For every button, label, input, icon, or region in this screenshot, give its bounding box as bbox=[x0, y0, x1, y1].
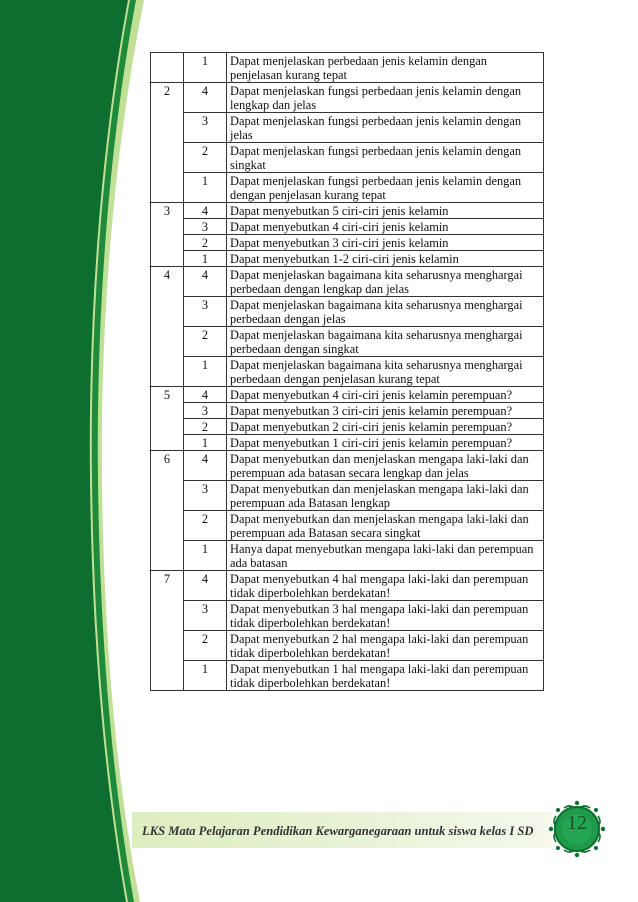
score-cell: 3 bbox=[184, 297, 227, 327]
page-number: 12 bbox=[567, 812, 587, 834]
criteria-cell: Dapat menyebutkan 1 hal mengapa laki-laki dan perempuan tidak diperbolehkan berdekatan! bbox=[227, 661, 544, 691]
table-row bbox=[151, 143, 544, 173]
criteria-cell: Dapat menjelaskan bagaimana kita seharusnya menghargai perbedaan dengan singkat bbox=[227, 327, 544, 357]
score-cell: 4 bbox=[184, 203, 227, 219]
criteria-cell: Dapat menyebutkan 4 ciri-ciri jenis kelamin bbox=[227, 219, 544, 235]
table-row bbox=[151, 53, 544, 83]
score-cell: 2 bbox=[184, 631, 227, 661]
score-cell: 1 bbox=[184, 251, 227, 267]
criteria-cell: Dapat menyebutkan 3 ciri-ciri jenis kelamin perempuan? bbox=[227, 403, 544, 419]
score-cell: 2 bbox=[184, 235, 227, 251]
criteria-cell: Dapat menyebutkan 2 hal mengapa laki-laki dan perempuan tidak diperbolehkan berdekatan! bbox=[227, 631, 544, 661]
item-number-cell bbox=[151, 53, 184, 83]
score-cell: 3 bbox=[184, 219, 227, 235]
score-cell: 1 bbox=[184, 661, 227, 691]
table-row bbox=[151, 387, 544, 403]
score-cell: 4 bbox=[184, 83, 227, 113]
criteria-cell: Dapat menyebutkan dan menjelaskan mengapa laki-laki dan perempuan ada Batasan secara singkat bbox=[227, 511, 544, 541]
table-row bbox=[151, 327, 544, 357]
table-row bbox=[151, 173, 544, 203]
score-cell: 4 bbox=[184, 451, 227, 481]
score-cell: 3 bbox=[184, 601, 227, 631]
criteria-cell: Dapat menjelaskan fungsi perbedaan jenis kelamin dengan lengkap dan jelas bbox=[227, 83, 544, 113]
score-cell: 1 bbox=[184, 173, 227, 203]
score-cell: 2 bbox=[184, 327, 227, 357]
score-cell: 2 bbox=[184, 419, 227, 435]
score-cell: 4 bbox=[184, 387, 227, 403]
criteria-cell: Dapat menyebutkan dan menjelaskan mengapa laki-laki dan perempuan ada Batasan lengkap bbox=[227, 481, 544, 511]
assessment-rubric-table bbox=[150, 52, 544, 691]
criteria-cell: Dapat menjelaskan fungsi perbedaan jenis kelamin dengan jelas bbox=[227, 113, 544, 143]
table-row bbox=[151, 83, 544, 113]
criteria-cell: Dapat menjelaskan bagaimana kita seharusnya menghargai perbedaan dengan lengkap dan jelas bbox=[227, 267, 544, 297]
criteria-cell: Dapat menjelaskan fungsi perbedaan jenis kelamin dengan singkat bbox=[227, 143, 544, 173]
table-row bbox=[151, 203, 544, 219]
table-row bbox=[151, 419, 544, 435]
item-number-cell: 5 bbox=[151, 387, 184, 451]
criteria-cell: Dapat menyebutkan 1-2 ciri-ciri jenis kelamin bbox=[227, 251, 544, 267]
score-cell: 1 bbox=[184, 541, 227, 571]
criteria-cell: Dapat menyebutkan dan menjelaskan mengapa laki-laki dan perempuan ada batasan secara lengkap dan jelas bbox=[227, 451, 544, 481]
criteria-cell: Dapat menjelaskan bagaimana kita seharusnya menghargai perbedaan dengan jelas bbox=[227, 297, 544, 327]
item-number-cell: 4 bbox=[151, 267, 184, 387]
table-row bbox=[151, 219, 544, 235]
criteria-cell: Dapat menjelaskan perbedaan jenis kelamin dengan penjelasan kurang tepat bbox=[227, 53, 544, 83]
table-row bbox=[151, 403, 544, 419]
criteria-cell: Dapat menjelaskan fungsi perbedaan jenis kelamin dengan dengan penjelasan kurang tepat bbox=[227, 173, 544, 203]
score-cell: 3 bbox=[184, 481, 227, 511]
criteria-cell: Dapat menyebutkan 3 hal mengapa laki-laki dan perempuan tidak diperbolehkan berdekatan! bbox=[227, 601, 544, 631]
score-cell: 3 bbox=[184, 403, 227, 419]
score-cell: 4 bbox=[184, 267, 227, 297]
criteria-cell: Dapat menyebutkan 2 ciri-ciri jenis kelamin perempuan? bbox=[227, 419, 544, 435]
score-cell: 1 bbox=[184, 357, 227, 387]
criteria-cell: Hanya dapat menyebutkan mengapa laki-laki dan perempuan ada batasan bbox=[227, 541, 544, 571]
table-row bbox=[151, 481, 544, 511]
score-cell: 2 bbox=[184, 511, 227, 541]
footer-text: LKS Mata Pelajaran Pendidikan Kewarganegaraan untuk siswa kelas I SD bbox=[142, 824, 534, 838]
table-row bbox=[151, 357, 544, 387]
score-cell: 2 bbox=[184, 143, 227, 173]
table-row bbox=[151, 297, 544, 327]
score-cell: 1 bbox=[184, 53, 227, 83]
table-row bbox=[151, 511, 544, 541]
criteria-cell: Dapat menyebutkan 5 ciri-ciri jenis kelamin bbox=[227, 203, 544, 219]
table-row bbox=[151, 571, 544, 601]
table-row bbox=[151, 113, 544, 143]
table-row bbox=[151, 267, 544, 297]
criteria-cell: Dapat menyebutkan 4 ciri-ciri jenis kelamin perempuan? bbox=[227, 387, 544, 403]
score-cell: 1 bbox=[184, 435, 227, 451]
table-row bbox=[151, 631, 544, 661]
item-number-cell: 7 bbox=[151, 571, 184, 691]
item-number-cell: 6 bbox=[151, 451, 184, 571]
table-row bbox=[151, 451, 544, 481]
table-row bbox=[151, 661, 544, 691]
table-row bbox=[151, 541, 544, 571]
criteria-cell: Dapat menyebutkan 1 ciri-ciri jenis kelamin perempuan? bbox=[227, 435, 544, 451]
table-row bbox=[151, 251, 544, 267]
table-row bbox=[151, 235, 544, 251]
criteria-cell: Dapat menjelaskan bagaimana kita seharusnya menghargai perbedaan dengan penjelasan kurang tepat bbox=[227, 357, 544, 387]
table-row bbox=[151, 601, 544, 631]
item-number-cell: 3 bbox=[151, 203, 184, 267]
criteria-cell: Dapat menyebutkan 3 ciri-ciri jenis kelamin bbox=[227, 235, 544, 251]
score-cell: 4 bbox=[184, 571, 227, 601]
table-row bbox=[151, 435, 544, 451]
score-cell: 3 bbox=[184, 113, 227, 143]
criteria-cell: Dapat menyebutkan 4 hal mengapa laki-laki dan perempuan tidak diperbolehkan berdekatan! bbox=[227, 571, 544, 601]
item-number-cell: 2 bbox=[151, 83, 184, 203]
